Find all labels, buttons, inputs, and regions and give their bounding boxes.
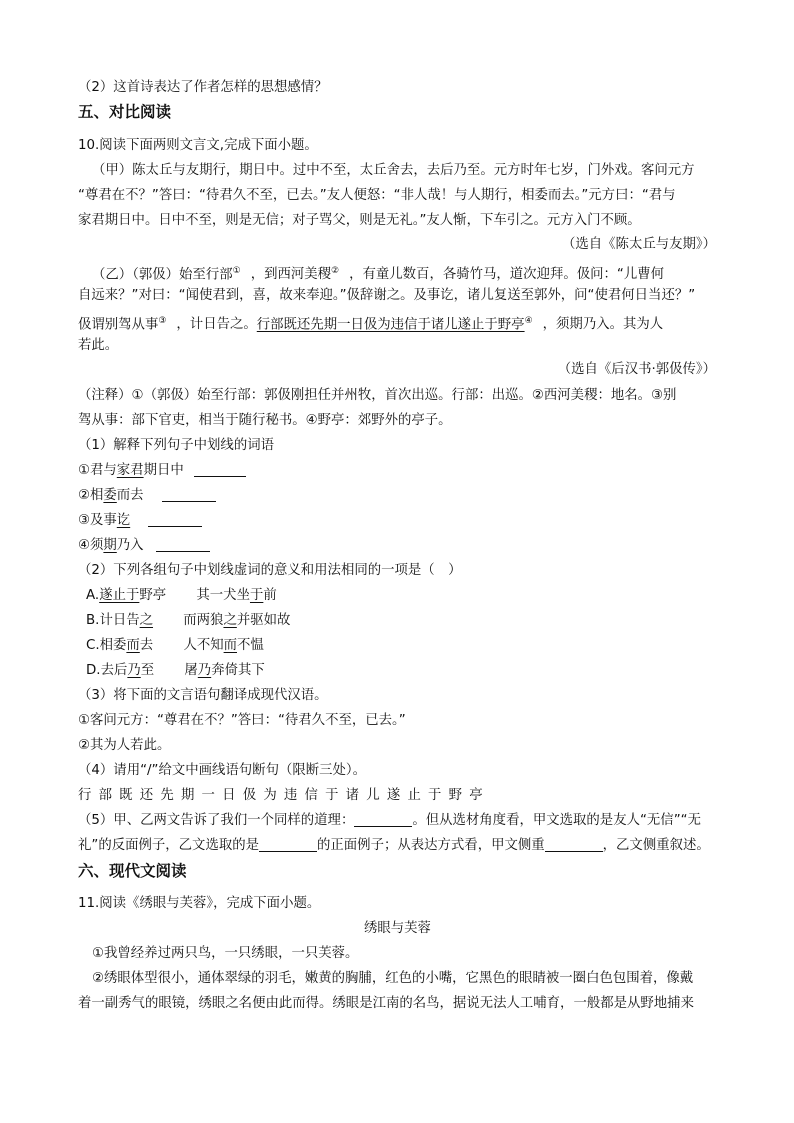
passage-jia-source: （选自《陈太丘与友期》） [562, 237, 716, 252]
notes-line-1: （注释）①（郭伋）始至行部：郭伋刚担任并州牧，首次出巡。行部：出巡。②西河美稷：地名。③别 [78, 388, 677, 403]
article-paragraph-1: ①我曾经养过两只鸟，一只绣眼，一只芙蓉。 [92, 946, 359, 961]
option-c[interactable]: C.相委而去 人不知而不愠 [86, 638, 264, 653]
question-1-item-c: ③及事讫 [78, 510, 202, 532]
article-paragraph-2-line-2: 着一副秀气的眼镜，绣眼之名便由此而得。绣眼是江南的名鸟，据说无法人工哺育，一般都是从野地捕来 [78, 996, 694, 1011]
question-10-intro: 10.阅读下面两则文言文,完成下面小题。 [78, 138, 318, 153]
option-d[interactable]: D.去后乃至 屠乃奔倚其下 [86, 663, 265, 678]
question-1-item-b: ②相委而去 [78, 485, 216, 507]
answer-blank[interactable] [545, 836, 603, 852]
option-a[interactable]: A.遂止于野亭 其一犬坐于前 [86, 588, 277, 603]
answer-blank[interactable] [259, 836, 317, 852]
underlined-sentence: 行部既还先期一日伋为违信于诸儿遂止于野亭 [256, 317, 525, 333]
answer-blank[interactable] [194, 461, 246, 477]
answer-blank[interactable] [148, 511, 202, 527]
section-heading-modern-reading: 六、现代文阅读 [78, 862, 187, 880]
question-3-item-a: ①客问元方：“尊君在不？”答曰：“待君久不至，已去。” [78, 713, 406, 728]
question-3-item-b: ②其为人若此。 [78, 738, 171, 753]
question-11-intro: 11.阅读《绣眼与芙蓉》，完成下面小题。 [78, 896, 321, 911]
question-3: （3）将下面的文言语句翻译成现代汉语。 [78, 688, 328, 703]
question-2: （2）下列各组句子中划线虚词的意义和用法相同的一项是（ ） [78, 563, 462, 578]
passage-jia-line-2: “尊君在不？”答曰：“待君久不至，已去。”友人便怒：“非人哉！与人期行，相委而去。”元方曰：“君与 [78, 188, 676, 203]
answer-blank[interactable] [156, 536, 210, 552]
question-1: （1）解释下列句子中划线的词语 [78, 438, 274, 453]
passage-jia-line-3: 家君期日中。日中不至，则是无信；对子骂父，则是无礼。”友人惭，下车引之。元方入门不顾。 [78, 213, 641, 228]
footnote-marker-3: ③ [158, 316, 167, 326]
footnote-marker-4: ④ [524, 316, 533, 326]
footnote-marker-2: ② [331, 266, 340, 276]
footnote-marker-1: ① [232, 266, 241, 276]
answer-blank[interactable] [354, 811, 412, 827]
passage-yi-line-4: 若此。 [78, 338, 119, 353]
passage-jia-line-1: （甲）陈太丘与友期行，期日中。过中不至，太丘舍去，去后乃至。元方时年七岁，门外戏。客问元方 [92, 163, 695, 178]
question-1-item-d: ④须期乃入 [78, 535, 210, 557]
question-5-line-1: （5）甲、乙两文告诉了我们一个同样的道理： 。但从选材角度看，甲文选取的是友人“无信”“无 [78, 813, 701, 828]
passage-yi-source: （选自《后汉书·郭伋传》） [557, 362, 716, 377]
poem-question-2: （2）这首诗表达了作者怎样的思想感情？ [78, 80, 328, 95]
option-b[interactable]: B.计日告之 而两狼之并驱如故 [86, 613, 291, 628]
question-4-sentence[interactable]: 行部既还先期一日伋为违信于诸儿遂止于野亭 [78, 788, 490, 803]
question-5-line-2: 礼”的反面例子，乙文选取的是 的正面例子；从表达方式看，甲文侧重 ，乙文侧重叙述。 [78, 838, 710, 853]
question-4: （4）请用“/”给文中画线语句断句（限断三处）。 [78, 763, 367, 778]
passage-yi-line-3: 伋谓别驾从事③ ，计日告之。行部既还先期一日伋为违信于诸儿遂止于野亭④ ，须期乃入。其为人 [78, 316, 664, 333]
section-heading-comparative-reading: 五、对比阅读 [78, 103, 172, 121]
article-paragraph-2-line-1: ②绣眼体型很小，通体翠绿的羽毛，嫩黄的胸脯，红色的小嘴，它黑色的眼睛被一圈白色包围着，像戴 [92, 971, 694, 986]
question-1-item-a: ①君与家君期日中 [78, 460, 246, 482]
article-title: 绣眼与芙蓉 [364, 921, 431, 936]
passage-yi-line-2: 自远来？”对曰：“闻使君到，喜，故来奉迎。”伋辞谢之。及事讫，诸儿复送至郭外，问“使君何日当还？” [78, 288, 696, 303]
notes-line-2: 驾从事：部下官吏，相当于随行秘书。④野亭：郊野外的亭子。 [78, 413, 452, 428]
answer-blank[interactable] [162, 486, 216, 502]
passage-yi-line-1: （乙）（郭伋）始至行部① ，到西河美稷② ，有童儿数百，各骑竹马，道次迎拜。伋问：“儿曹何 [92, 266, 665, 283]
